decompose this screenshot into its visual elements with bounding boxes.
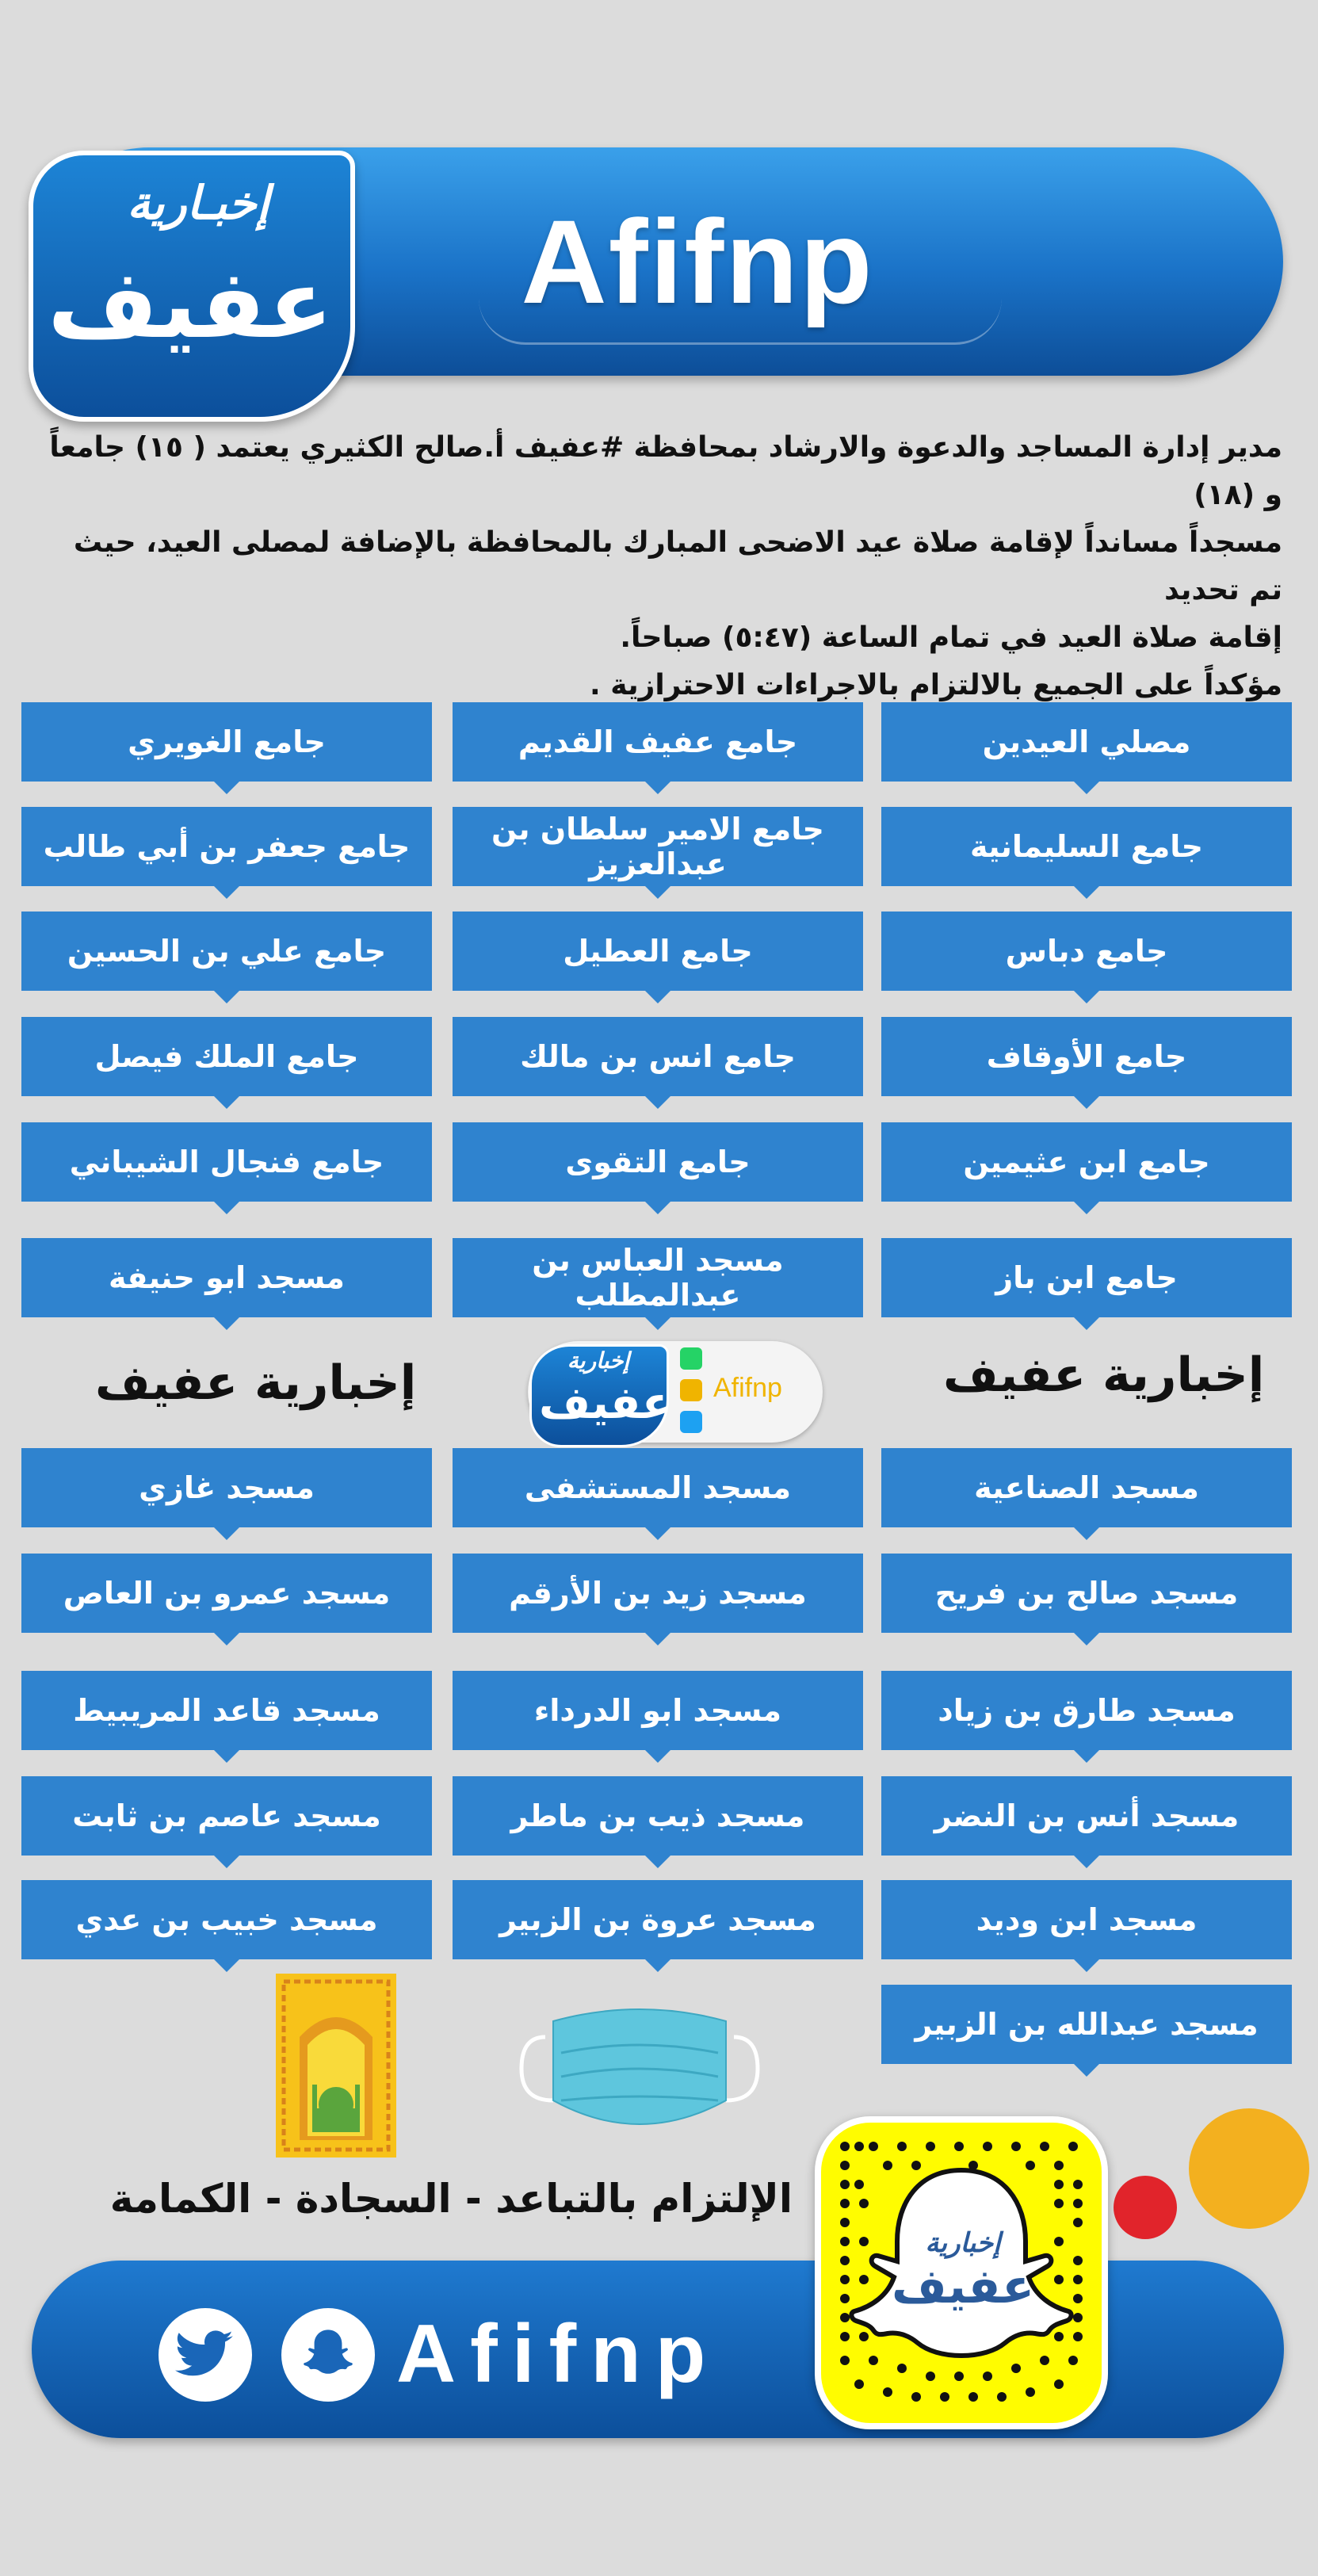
mosque-box: جامع انس بن مالك [453,1017,863,1096]
mosque-box: جامع دباس [881,912,1292,991]
announcement-line: مسجداً مسانداً لإقامة صلاة عيد الاضحى المبارك بالمحافظة بالإضافة لمصلى العيد، حيث تم تحديد [73,526,1282,606]
mini-logo-brand: Afifnp [713,1373,782,1403]
announcement-line: مدير إدارة المساجد والدعوة والارشاد بمحافظة #عفيف أ.صالح الكثيري يعتمد ( ١٥) جامعاً و (١٨) [49,431,1282,511]
mosque-box: مصلي العيدين [881,702,1292,782]
mosque-box: جامع الأوقاف [881,1017,1292,1096]
footer-brand: Afifnp [396,2308,720,2400]
decor-circle-red [1114,2176,1177,2239]
snapcode-label-big: عفيف [891,2259,1035,2314]
mosque-box: مسجد ذيب بن ماطر [453,1776,863,1856]
mosque-box: جامع الملك فيصل [21,1017,432,1096]
mosque-box: مسجد عاصم بن ثابت [21,1776,432,1856]
mosque-box: جامع الامير سلطان بن عبدالعزيز [453,807,863,886]
mosque-box: مسجد ابن وديد [881,1880,1292,1959]
logo-big-text: عفيف [48,250,334,360]
mosque-box: مسجد المستشفى [453,1448,863,1527]
mini-logo-big-text: عفيف [539,1378,673,1429]
mosque-box: جامع جعفر بن أبي طالب [21,807,432,886]
twitter-icon [159,2308,252,2402]
mosque-box: مسجد الصناعية [881,1448,1292,1527]
mosque-box: مسجد صالح بن فريح [881,1554,1292,1633]
mosque-box: جامع الغويري [21,702,432,782]
mini-logo-small-text: إخبارية [567,1347,630,1374]
mosque-box: جامع التقوى [453,1122,863,1202]
mosque-box: مسجد أنس بن النضر [881,1776,1292,1856]
mosque-box: جامع العطيل [453,912,863,991]
mosque-box: جامع عفيف القديم [453,702,863,782]
brand-title: Afifnp [521,195,874,328]
announcement-line: مؤكداً على الجميع بالالتزام بالاجراءات الاحترازية . [590,669,1282,701]
mosque-box: جامع ابن عثيمين [881,1122,1292,1202]
snapchat-icon [680,1379,702,1401]
whatsapp-icon [680,1347,702,1370]
mosque-box: مسجد قاعد المريبيط [21,1671,432,1750]
announcement-text [38,424,1282,709]
mosque-box: مسجد طارق بن زياد [881,1671,1292,1750]
snapcode-label-small: إخبارية [925,2227,1001,2259]
mosque-box: مسجد خبيب بن عدي [21,1880,432,1959]
announcement-line: إقامة صلاة العيد في تمام الساعة (٥:٤٧) صباحاً. [620,621,1282,654]
mosque-box: مسجد عروة بن الزبير [453,1880,863,1959]
face-mask-icon [514,1989,766,2148]
logo-small-text: إخبـارية [127,176,269,230]
watermark-text-right: إخبارية عفيف [943,1347,1265,1403]
mosque-box: جامع فنجال الشيباني [21,1122,432,1202]
mosque-box: مسجد غازي [21,1448,432,1527]
watermark-text-left: إخبارية عفيف [95,1355,417,1411]
snapchat-icon [281,2308,375,2402]
mosque-box: مسجد العباس بن عبدالمطلب [453,1238,863,1317]
mosque-box: جامع ابن باز [881,1238,1292,1317]
decor-circle-yellow [1189,2108,1309,2229]
prayer-rug-icon [276,1974,396,2157]
mosque-box: مسجد عبدالله بن الزبير [881,1985,1292,2064]
twitter-icon [680,1411,702,1433]
mosque-box: مسجد ابو حنيفة [21,1238,432,1317]
mosque-box: مسجد ابو الدرداء [453,1671,863,1750]
mosque-box: جامع علي بن الحسين [21,912,432,991]
mosque-box: مسجد عمرو بن العاص [21,1554,432,1633]
mosque-box: مسجد زيد بن الأرقم [453,1554,863,1633]
mosque-box: جامع السليمانية [881,807,1292,886]
rules-text: الإلتزام بالتباعد - السجادة - الكمامة [109,2176,793,2222]
